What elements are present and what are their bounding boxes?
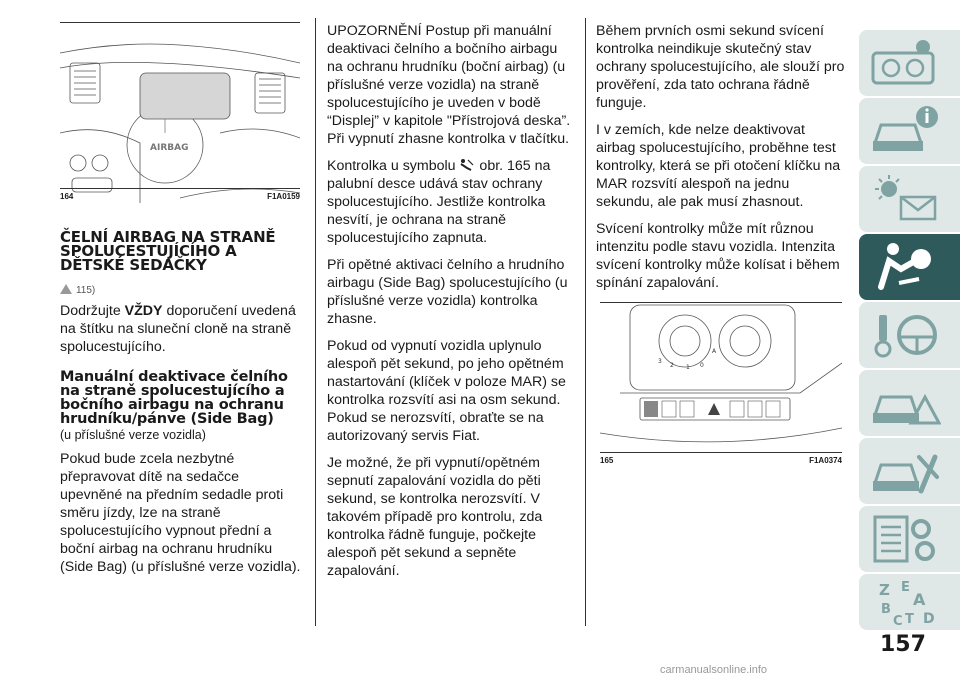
paragraph: Pokud od vypnutí vozidla uplynulo alespoň pět sekund, po jeho opětném nastartování (klíček v poloze MAR) se kontrolka rozsvítí asi na osm sekund. Pokud se nerozsvítí, obraťte se na autorizovaný servis Fiat. <box>327 338 566 444</box>
paragraph: I v zemích, kde nelze deaktivovat airbag spolucestujícího, proběhne test kontrolky, která se při otočení klíčku na MAR rozsvítí alespoň na jednu sekundu, ale pak musí zhasnout. <box>596 122 841 210</box>
warning-ref-number: 115) <box>75 285 96 296</box>
svg-text:D: D <box>923 611 935 627</box>
svg-text:C: C <box>893 614 903 629</box>
svg-text:B: B <box>881 602 891 617</box>
svg-text:T: T <box>905 612 914 627</box>
column-divider <box>315 18 316 626</box>
column-2 <box>327 22 577 589</box>
paragraph: UPOZORNĚNÍ Postup při manuální deaktivaci čelního a bočního airbagu na ochranu hrudníku (boční airbag) (u příslušné verze vozidla) na straně spolucestujícího je uveden v bodě “Displej” v kapitole "Přístrojová deska”. Při vypnutí zhasne kontrolka v tlačítku. <box>327 23 571 147</box>
svg-text:E: E <box>901 580 910 595</box>
tab-starting-driving[interactable] <box>859 302 960 368</box>
watermark: carmanualsonline.info <box>660 664 768 676</box>
subsection-heading: Manuální deaktivace čelního na straně spolucestujícího a bočního airbagu na ochranu hrudníku/pánve (Side Bag) <box>60 369 288 427</box>
paragraph: Při opětné aktivaci čelního a hrudního airbagu (Side Bag) spolucestujícího (u příslušné verze vozidla) kontrolka zhasne. <box>327 257 568 327</box>
tab-car-info[interactable] <box>859 98 960 164</box>
tab-dashboard[interactable] <box>859 30 960 96</box>
version-note: (u příslušné verze vozidla) <box>60 428 206 442</box>
emphasis: VŽDY <box>124 303 163 319</box>
tab-index[interactable] <box>859 574 960 630</box>
dashboard-airbag-illustration <box>60 23 300 203</box>
svg-text:Z: Z <box>879 581 890 599</box>
paragraph: Pokud bude zcela nezbytné přepravovat dítě na sedačce upevněné na předním sedadle proti směru jízdy, lze na straně spolucestujícího vypnout přední a boční airbag na ochranu hrudníku (Side Bag) (u příslušné verze vozidla). <box>60 451 301 575</box>
svg-text:A: A <box>712 348 717 355</box>
car-warning-triangle-icon <box>871 375 941 431</box>
paragraph: Svícení kontrolky může mít různou intenzitu podle stavu vozidla. Intenzita svícení kontrolky může kolísat i během spínání zapalování. <box>596 221 840 291</box>
figure-165-image <box>600 302 842 451</box>
key-steering-wheel-icon <box>871 307 941 363</box>
figure-164-caption <box>60 188 300 203</box>
tab-technical-data[interactable] <box>859 506 960 572</box>
column-divider <box>585 18 586 626</box>
column-3 <box>596 22 846 301</box>
hazard-button-icon <box>708 403 720 415</box>
dashboard-instruments-icon <box>871 35 941 91</box>
svg-text:A: A <box>913 590 926 609</box>
figure-code: F1A0374 <box>809 456 842 465</box>
svg-text:0: 0 <box>700 362 704 369</box>
control-panel-illustration <box>600 303 842 451</box>
svg-text:3: 3 <box>658 358 662 365</box>
section-heading: ČELNÍ AIRBAG NA STRANĚ SPOLUCESTUJÍCÍHO A DĚTSKÉ SEDAČKY <box>60 228 276 274</box>
paragraph: Kontrolka u symbolu obr. 165 na palubní desce udává stav ochrany spolucestujícího. Jestliže kontrolka nesvítí, je ochrana na straně spolucestujícího zapnuta. <box>327 158 551 246</box>
warning-triangle-icon <box>60 284 72 294</box>
column-1 <box>60 230 305 585</box>
lights-message-icon <box>871 171 941 227</box>
warning-reference <box>60 280 305 300</box>
tab-lights-messages[interactable] <box>859 166 960 232</box>
figure-164-image <box>60 22 300 203</box>
tab-safety[interactable] <box>859 234 960 300</box>
tab-emergency[interactable] <box>859 370 960 436</box>
svg-text:1: 1 <box>686 364 690 371</box>
page-number: 157 <box>880 632 926 657</box>
figure-code: F1A0159 <box>267 192 300 201</box>
paragraph: Během prvních osmi sekund svícení kontrolka neindikuje skutečný stav ochrany spolucestujícího, ale slouží pro prověření, zda tato ochrana řádně funguje. <box>596 23 845 111</box>
figure-165-caption <box>600 452 842 467</box>
airbag-label: AIRBAG <box>150 143 189 153</box>
paragraph: Je možné, že při vypnutí/opětném sepnutí zapalování vozidla do pěti sekund, se kontrolka nerozsvítí. V takovém případě pro kontrolu, zda kontrolka řádně funguje, počkejte alespoň pět sekund a sepněte zapalování. <box>327 455 543 579</box>
airbag-seat-icon <box>871 239 941 295</box>
airbag-off-icon <box>459 158 475 172</box>
figure-number: 164 <box>60 192 74 201</box>
car-wrench-icon <box>871 443 941 499</box>
car-info-icon <box>871 103 941 159</box>
figure-number: 165 <box>600 456 614 465</box>
maintenance-list-gears-icon <box>871 511 941 567</box>
alphabetical-index-icon <box>871 579 941 629</box>
svg-text:2: 2 <box>670 362 674 369</box>
airbag-warning-light <box>644 401 658 417</box>
tab-maintenance[interactable] <box>859 438 960 504</box>
paragraph: Dodržujte VŽDY doporučení uvedená na štítku na sluneční cloně na straně spolucestujícího. <box>60 303 296 355</box>
